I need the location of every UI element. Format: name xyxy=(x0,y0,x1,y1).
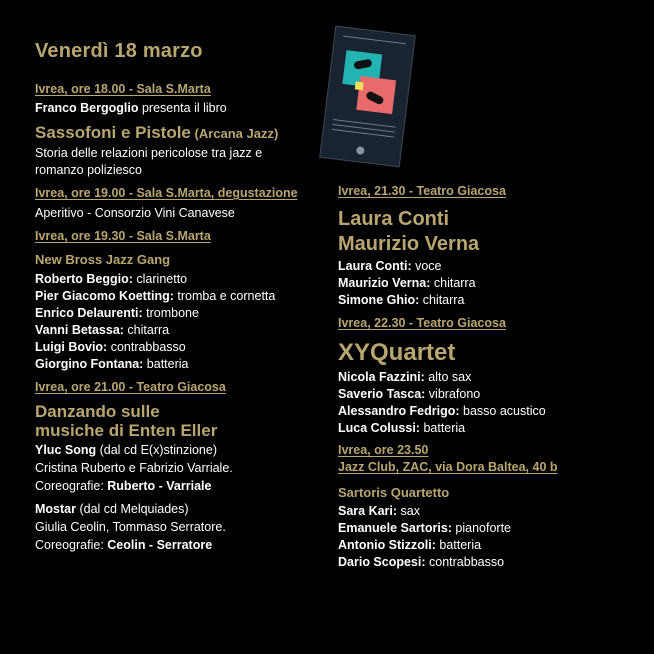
event1-description-line2: romanzo poliziesco xyxy=(35,163,142,177)
event3-band: New Bross Jazz Gang xyxy=(35,252,171,267)
event6-title: XYQuartet xyxy=(338,339,456,366)
event7-band: Sartoris Quartetto xyxy=(338,485,450,500)
book-publisher: (Arcana Jazz) xyxy=(190,126,279,141)
page-date-heading: Venerdì 18 marzo xyxy=(35,40,203,62)
member-line: Antonio Stizzoli: batteria xyxy=(338,538,482,552)
show1-dancers: Cristina Ruberto e Fabrizio Varriale. xyxy=(35,461,233,475)
book-cover-image xyxy=(319,26,416,168)
show2-dancers: Giulia Ceolin, Tommaso Serratore. xyxy=(35,520,226,534)
event3-venue: Ivrea, ore 19.30 - Sala S.Marta xyxy=(35,229,211,243)
event1-presenter xyxy=(35,101,227,115)
event2-venue: Ivrea, ore 19.00 - Sala S.Marta, degustazione xyxy=(35,186,298,200)
member-line: Saverio Tasca: vibrafono xyxy=(338,387,481,401)
member-line: Luigi Bovio: contrabbasso xyxy=(35,340,186,354)
book-title: Sassofoni e Pistole xyxy=(35,123,191,142)
event1-venue: Ivrea, ore 18.00 - Sala S.Marta xyxy=(35,82,211,96)
show1-choreography: Coreografie: Ruberto - Varriale xyxy=(35,479,212,493)
event7-venue-line1: Ivrea, ore 23.50 xyxy=(338,443,429,457)
event5-venue: Ivrea, 21.30 - Teatro Giacosa xyxy=(338,184,506,198)
member-line: Sara Kari: sax xyxy=(338,504,420,518)
member-line: Emanuele Sartoris: pianoforte xyxy=(338,521,512,535)
presenter-text: presenta il libro xyxy=(138,101,227,115)
event1-book-title xyxy=(35,123,278,143)
show2-name: Mostar (dal cd Melquiades) xyxy=(35,502,189,516)
member-line: Enrico Delaurenti: trombone xyxy=(35,306,199,320)
event1-description-line1: Storia delle relazioni pericolose tra jazz e xyxy=(35,146,263,160)
presenter-name: Franco Bergoglio xyxy=(35,101,139,115)
member-line: Laura Conti: voce xyxy=(338,259,442,273)
member-line: Alessandro Fedrigo: basso acustico xyxy=(338,404,546,418)
event5-title-line2: Maurizio Verna xyxy=(338,233,480,255)
member-line: Pier Giacomo Koetting: tromba e cornetta xyxy=(35,289,276,303)
event4-venue: Ivrea, ore 21.00 - Teatro Giacosa xyxy=(35,380,226,394)
member-line: Simone Ghio: chitarra xyxy=(338,293,465,307)
member-line: Nicola Fazzini: alto sax xyxy=(338,370,472,384)
event5-title-line1: Laura Conti xyxy=(338,208,450,230)
event2-text: Aperitivo - Consorzio Vini Canavese xyxy=(35,206,235,220)
show1-name: Yluc Song (dal cd E(x)stinzione) xyxy=(35,443,217,457)
member-line: Roberto Beggio: clarinetto xyxy=(35,272,188,286)
event4-title-line1: Danzando sulle xyxy=(35,402,160,421)
event7-venue-line2: Jazz Club, ZAC, via Dora Baltea, 40 b xyxy=(338,460,558,474)
member-line: Giorgino Fontana: batteria xyxy=(35,357,189,371)
event4-title-line2: musiche di Enten Eller xyxy=(35,421,218,440)
member-line: Vanni Betassa: chitarra xyxy=(35,323,170,337)
member-line: Dario Scopesi: contrabbasso xyxy=(338,555,505,569)
member-line: Maurizio Verna: chitarra xyxy=(338,276,476,290)
event6-venue: Ivrea, 22.30 - Teatro Giacosa xyxy=(338,316,506,330)
show2-choreography: Coreografie: Ceolin - Serratore xyxy=(35,538,213,552)
member-line: Luca Colussi: batteria xyxy=(338,421,466,435)
